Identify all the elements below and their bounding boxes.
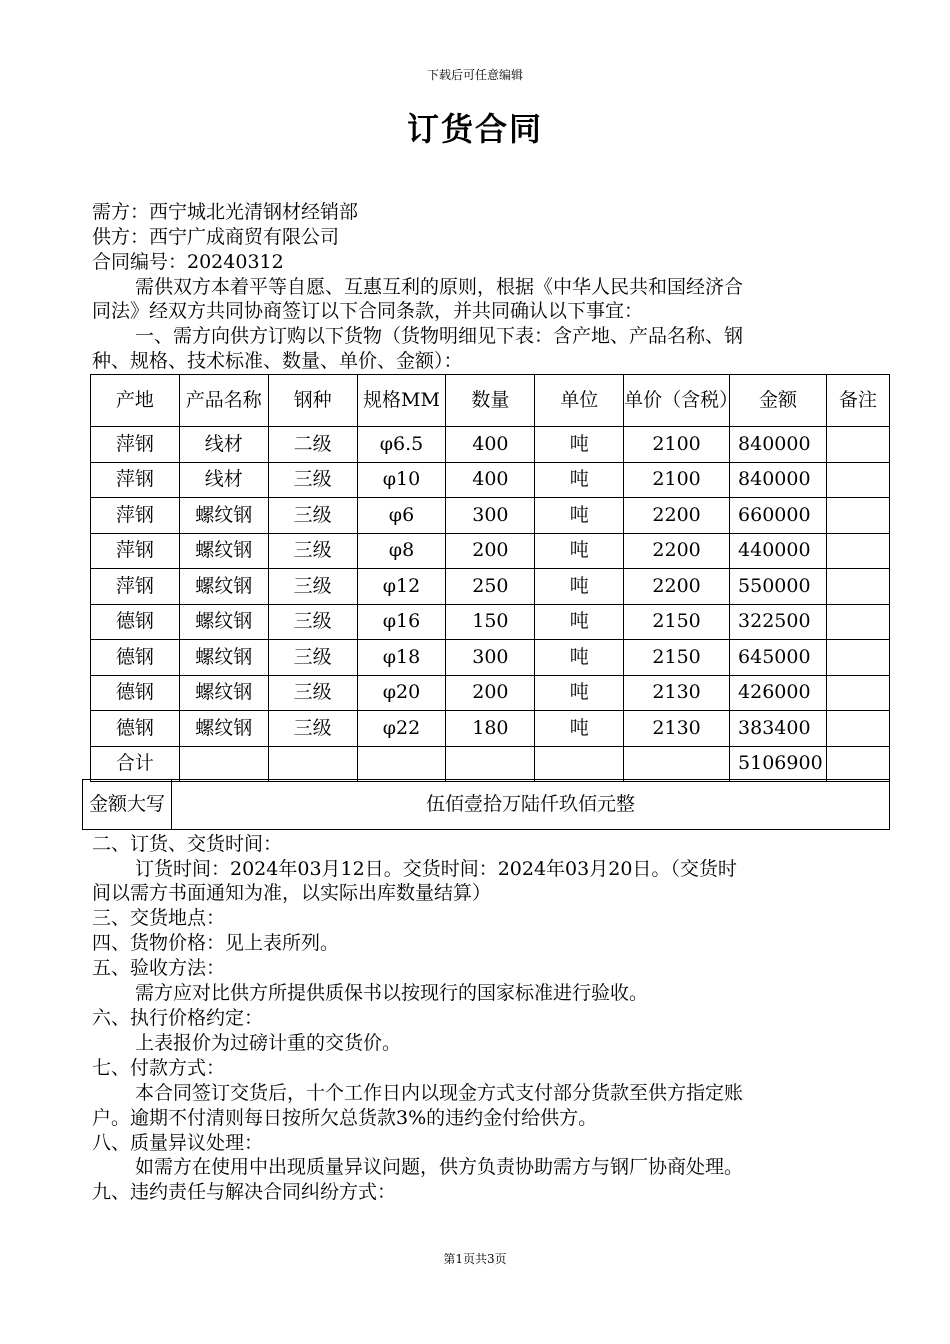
document-title: 订货合同 <box>406 110 543 148</box>
table-cell <box>827 604 890 640</box>
table-cell <box>827 675 890 711</box>
table-cell: 二级 <box>268 427 357 463</box>
table-cell: 三级 <box>268 462 357 498</box>
table-cell: 吨 <box>535 675 624 711</box>
table-cell: 德钢 <box>91 604 180 640</box>
table-cell: φ8 <box>357 533 446 569</box>
clause-line: 上表报价为过磅计重的交货价。 <box>135 1032 402 1054</box>
header-cell: 钢种 <box>268 375 357 427</box>
total-row <box>91 746 890 781</box>
table-cell <box>827 533 890 569</box>
clause-line: 二、订货、交货时间： <box>92 833 283 855</box>
table-cell: 440000 <box>730 533 827 569</box>
table-cell: 300 <box>446 498 535 534</box>
table-cell <box>827 640 890 676</box>
table-cell: 萍钢 <box>91 569 180 605</box>
table-cell: 吨 <box>535 498 624 534</box>
table-cell: 三级 <box>268 711 357 747</box>
table-cell: 螺纹钢 <box>179 498 268 534</box>
table-cell: 吨 <box>535 569 624 605</box>
table-cell: φ16 <box>357 604 446 640</box>
table-row <box>91 640 890 676</box>
table-cell: 2150 <box>624 604 730 640</box>
table-cell: 三级 <box>268 604 357 640</box>
table-cell: 德钢 <box>91 640 180 676</box>
table-cell: φ22 <box>357 711 446 747</box>
table-cell: 吨 <box>535 711 624 747</box>
clause-line: 五、验收方法： <box>92 957 226 979</box>
clause-line: 间以需方书面通知为准，以实际出库数量结算） <box>92 882 492 904</box>
header-cell: 金额 <box>730 375 827 427</box>
table-cell: 吨 <box>535 640 624 676</box>
table-row <box>91 604 890 640</box>
table-cell: 645000 <box>730 640 827 676</box>
seller-line: 供方：西宁广成商贸有限公司 <box>92 226 340 248</box>
header-note: 下载后可任意编辑 <box>426 68 523 82</box>
table-cell <box>827 569 890 605</box>
table-cell: 三级 <box>268 498 357 534</box>
clause-line: 九、违约责任与解决合同纠纷方式： <box>92 1181 397 1203</box>
table-cell: 400 <box>446 427 535 463</box>
table-cell: 150 <box>446 604 535 640</box>
clause-line: 订货时间：2024年03月12日。交货时间：2024年03月20日。（交货时 <box>135 858 737 880</box>
table-row <box>91 569 890 605</box>
section-1-line-2: 种、规格、技术标准、数量、单价、金额）： <box>92 350 463 372</box>
header-cell: 单价（含税） <box>624 375 730 427</box>
table-cell: 吨 <box>535 462 624 498</box>
section-1-line-1: 一、需方向供方订购以下货物（货物明细见下表：含产地、产品名称、钢 <box>135 325 744 347</box>
table-cell: 2200 <box>624 533 730 569</box>
table-cell <box>827 462 890 498</box>
table-cell: 三级 <box>268 533 357 569</box>
table-cell: φ12 <box>357 569 446 605</box>
table-cell: φ20 <box>357 675 446 711</box>
table-cell: φ18 <box>357 640 446 676</box>
table-cell: 吨 <box>535 427 624 463</box>
header-cell: 产品名称 <box>179 375 268 427</box>
table-cell: 德钢 <box>91 675 180 711</box>
table-cell: 吨 <box>535 533 624 569</box>
table-cell: 线材 <box>179 462 268 498</box>
table-cell <box>827 711 890 747</box>
table-cell: 螺纹钢 <box>179 569 268 605</box>
table-cell: 2130 <box>624 711 730 747</box>
table-cell: φ6 <box>357 498 446 534</box>
table-cell: 2100 <box>624 462 730 498</box>
table-cell: φ6.5 <box>357 427 446 463</box>
table-cell: 吨 <box>535 604 624 640</box>
table-row <box>91 711 890 747</box>
table-cell: 180 <box>446 711 535 747</box>
header-cell: 数量 <box>446 375 535 427</box>
buyer-line: 需方：西宁城北光清钢材经销部 <box>92 201 359 223</box>
header-cell: 规格MM <box>357 375 446 427</box>
table-row <box>91 675 890 711</box>
table-cell: 萍钢 <box>91 498 180 534</box>
capital-amount-value: 伍佰壹拾万陆仟玖佰元整 <box>171 780 889 830</box>
contract-number-line: 合同编号：20240312 <box>92 251 284 273</box>
table-cell: 840000 <box>730 427 827 463</box>
table-cell: 660000 <box>730 498 827 534</box>
table-cell: 萍钢 <box>91 533 180 569</box>
table-cell: 400 <box>446 462 535 498</box>
clause-line: 六、执行价格约定： <box>92 1007 264 1029</box>
table-cell: 2200 <box>624 498 730 534</box>
table-cell: 250 <box>446 569 535 605</box>
header-cell: 产地 <box>91 375 180 427</box>
table-cell: 螺纹钢 <box>179 675 268 711</box>
total-label: 合计 <box>91 746 180 781</box>
table-row <box>91 427 890 463</box>
table-cell: 三级 <box>268 569 357 605</box>
table-row <box>91 462 890 498</box>
clause-line: 七、付款方式： <box>92 1057 226 1079</box>
intro-line-1: 需供双方本着平等自愿、互惠互利的原则，根据《中华人民共和国经济合 <box>135 276 744 298</box>
table-cell: 螺纹钢 <box>179 533 268 569</box>
table-cell: 200 <box>446 533 535 569</box>
table-cell: 2100 <box>624 427 730 463</box>
table-row <box>91 533 890 569</box>
table-cell: 萍钢 <box>91 462 180 498</box>
page-footer: 第1页共3页 <box>443 1252 507 1266</box>
clause-line: 如需方在使用中出现质量异议问题，供方负责协助需方与钢厂协商处理。 <box>135 1156 744 1178</box>
goods-table <box>90 374 890 782</box>
table-cell: 螺纹钢 <box>179 711 268 747</box>
clause-line: 需方应对比供方所提供质保书以按现行的国家标准进行验收。 <box>135 982 649 1004</box>
table-cell: 2200 <box>624 569 730 605</box>
clause-line: 户。逾期不付清则每日按所欠总货款3%的违约金付给供方。 <box>92 1107 598 1129</box>
table-cell: 螺纹钢 <box>179 640 268 676</box>
table-cell: 840000 <box>730 462 827 498</box>
capital-amount-label: 金额大写 <box>83 780 172 830</box>
clause-line: 四、货物价格：见上表所列。 <box>92 932 340 954</box>
table-cell: 200 <box>446 675 535 711</box>
clause-line: 三、交货地点： <box>92 907 226 929</box>
table-cell: 三级 <box>268 640 357 676</box>
table-cell: 426000 <box>730 675 827 711</box>
capital-amount-table <box>82 779 890 830</box>
intro-line-2: 同法》经双方共同协商签订以下合同条款，并共同确认以下事宜： <box>92 300 644 322</box>
header-cell: 备注 <box>827 375 890 427</box>
table-cell <box>827 427 890 463</box>
table-cell: 300 <box>446 640 535 676</box>
total-amount: 5106900 <box>730 746 827 781</box>
header-cell: 单位 <box>535 375 624 427</box>
table-cell: 550000 <box>730 569 827 605</box>
table-cell: 萍钢 <box>91 427 180 463</box>
table-row <box>91 498 890 534</box>
table-cell: 螺纹钢 <box>179 604 268 640</box>
table-cell: 322500 <box>730 604 827 640</box>
table-cell: φ10 <box>357 462 446 498</box>
table-cell: 383400 <box>730 711 827 747</box>
clause-line: 本合同签订交货后，十个工作日内以现金方式支付部分货款至供方指定账 <box>135 1082 744 1104</box>
table-cell <box>827 498 890 534</box>
clause-line: 八、质量异议处理： <box>92 1132 264 1154</box>
table-cell: 线材 <box>179 427 268 463</box>
table-cell: 三级 <box>268 675 357 711</box>
table-header-row <box>91 375 890 427</box>
table-cell: 2130 <box>624 675 730 711</box>
table-cell: 德钢 <box>91 711 180 747</box>
table-cell: 2150 <box>624 640 730 676</box>
